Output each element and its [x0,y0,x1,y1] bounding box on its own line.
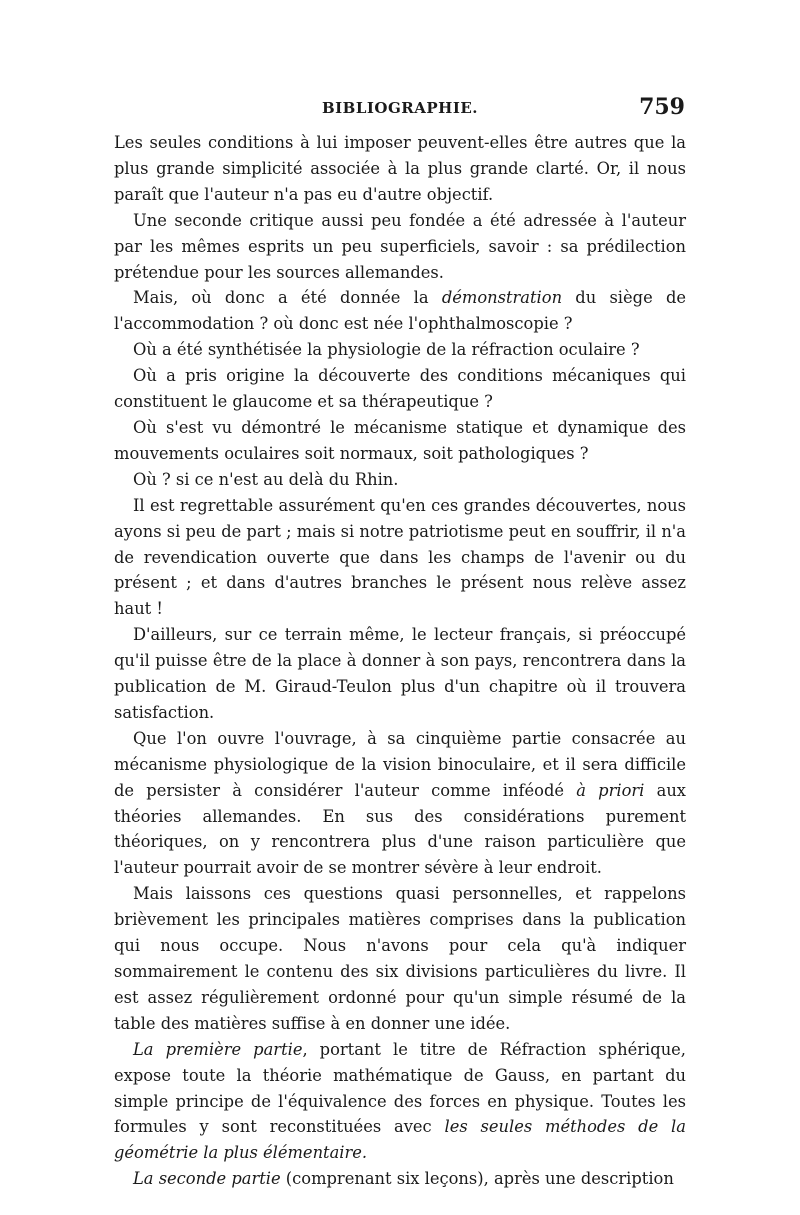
text-segment: Mais, où donc a été donnée la [133,288,442,308]
page-header [115,94,685,123]
text-segment: Une seconde critique aussi peu fondée a été adressée à l'auteur par les mêmes esprits un peu superficiels, savoir : sa prédilection prétendue pour les sources allemandes. [114,210,686,282]
italic-text: les seules méthodes de la géométrie la plus élémentaire. [114,1117,686,1163]
paragraph [114,493,686,623]
paragraph [114,467,686,493]
paragraph [114,337,686,363]
page-body [114,130,686,1192]
paragraph [114,726,686,881]
paragraph [114,130,686,208]
text-segment: Où s'est vu démontré le mécanisme statique et dynamique des mouvements oculaires soit normaux, soit pathologiques ? [114,417,686,463]
text-segment: Où ? si ce n'est au delà du Rhin. [133,469,399,489]
italic-text: La seconde partie [133,1169,281,1189]
paragraph [114,415,686,467]
text-segment: Les seules conditions à lui imposer peuvent-elles être autres que la plus grande simplicité associée à la plus grande clarté. Or, il nous paraît que l'auteur n'a pas eu d'autre objectif. [114,133,686,204]
italic-text: La première partie [133,1039,303,1059]
text-segment: D'ailleurs, sur ce terrain même, le lecteur français, si préoccupé qu'il puisse être de la place à donner à son pays, rencontrera dans la publication de M. Giraud-Teulon plus d'un chapitre où il trouvera satisfaction. [114,625,686,722]
paragraph [114,881,686,1036]
text-segment: du siège de l'accommodation ? où donc est née l'ophthalmoscopie ? [114,288,687,334]
running-head: BIBLIOGRAPHIE. [321,99,479,117]
text-segment: aux théories allemandes. En sus des considérations purement théoriques, on y rencontrera plus d'une raison particulière que l'auteur pourrait avoir de se montrer sévère à leur endroit. [114,780,686,878]
paragraph [114,285,686,337]
paragraph [114,1166,686,1192]
text-segment: Que l'on ouvre l'ouvrage, à sa cinquième partie consacrée au mécanisme physiologique de la vision binoculaire, et il sera difficile de persister à considérer l'auteur comme inféodé [114,728,686,800]
text-segment: , portant le titre de Réfraction sphérique, expose toute la théorie mathématique de Gauss, en partant du simple principe de l'équivalence des forces en physique. Toutes les formules y sont reconstituées avec [114,1039,686,1137]
text-segment: Il est regrettable assurément qu'en ces grandes découvertes, nous ayons si peu de part ; mais si notre patriotisme peut en souffrir, il n'a de revendication ouverte que dans les champs de l'avenir ou du présent ; et dans d'autres branches le présent nous relève assez haut ! [114,495,686,619]
paragraph [114,208,686,286]
italic-text: à priori [576,780,645,800]
italic-text: démonstration [441,288,563,308]
text-segment: Mais laissons ces questions quasi personnelles, et rappelons brièvement les principales matières comprises dans la publication qui nous occupe. Nous n'avons pour cela qu'à indiquer sommairement le contenu des six divisions particulières du livre. Il est assez régulièrement ordonné pour qu'un simple résumé de la table des matières suffise à en donner une idée. [114,884,686,1033]
page-number: 759 [639,94,685,120]
text-segment: (comprenant six leçons), après une description [280,1169,674,1189]
text-segment: Où a pris origine la découverte des conditions mécaniques qui constituent le glaucome et sa thérapeutique ? [114,366,686,412]
paragraph [114,363,686,415]
paragraph [114,1037,686,1167]
text-segment: Où a été synthétisée la physiologie de la réfraction oculaire ? [133,340,640,360]
paragraph [114,622,686,726]
